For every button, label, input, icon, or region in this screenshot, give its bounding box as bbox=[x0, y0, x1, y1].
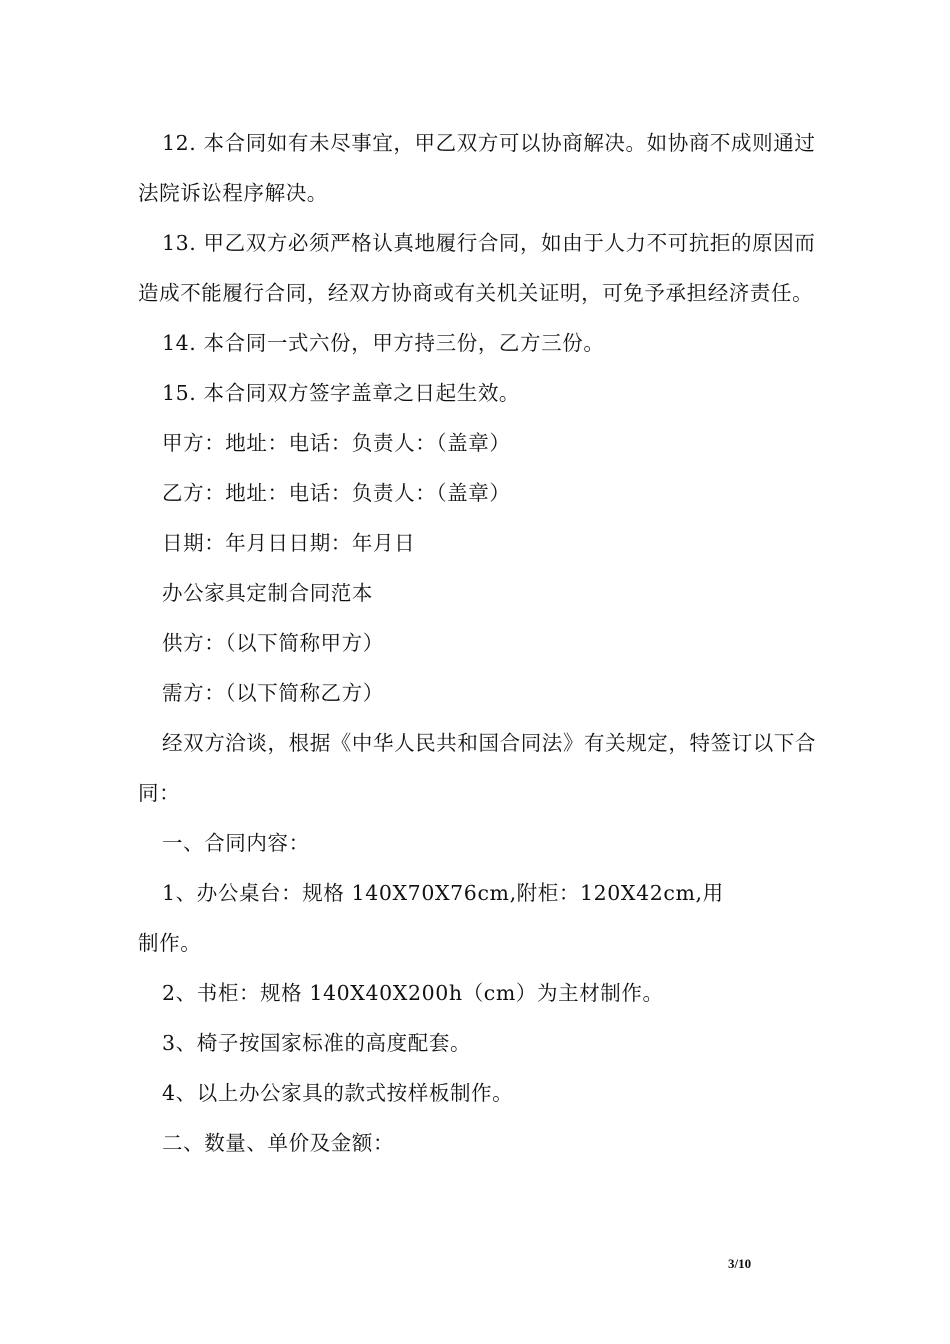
paragraph-clause-12: 12. 本合同如有未尽事宜，甲乙双方可以协商解决。如协商不成则通过法院诉讼程序解决。 bbox=[138, 131, 816, 205]
party-a-signature-line: 甲方：地址：电话：负责人：（盖章） bbox=[162, 431, 511, 455]
section-title: 办公家具定制合同范本 bbox=[162, 581, 373, 605]
page-number: 3/10 bbox=[728, 1256, 752, 1271]
buyer-line: 需方：（以下简称乙方） bbox=[162, 681, 384, 705]
item-3-chairs: 3、椅子按国家标准的高度配套。 bbox=[162, 1031, 472, 1055]
supplier-line: 供方：（以下简称甲方） bbox=[162, 631, 384, 655]
intro-paragraph: 经双方洽谈，根据《中华人民共和国合同法》有关规定，特签订以下合同： bbox=[138, 731, 817, 805]
item-4-style: 4、以上办公家具的款式按样板制作。 bbox=[162, 1081, 514, 1105]
document-body bbox=[138, 118, 818, 1168]
paragraph-clause-13: 13. 甲乙双方必须严格认真地履行合同，如由于人力不可抗拒的原因而造成不能履行合同，经双方协商或有关机关证明，可免予承担经济责任。 bbox=[138, 231, 816, 305]
item-1-continuation: 制作。 bbox=[138, 931, 202, 955]
heading-quantity-price: 二、数量、单价及金额： bbox=[162, 1131, 395, 1155]
date-line: 日期：年月日日期：年月日 bbox=[162, 531, 416, 555]
party-b-signature-line: 乙方：地址：电话：负责人：（盖章） bbox=[162, 481, 511, 505]
item-1-desk: 1、办公桌台：规格 140X70X76cm,附柜：120X42cm,用 bbox=[162, 881, 724, 905]
heading-contract-content: 一、合同内容： bbox=[162, 831, 310, 855]
item-2-bookcase: 2、书柜：规格 140X40X200h（cm）为主材制作。 bbox=[162, 981, 664, 1005]
paragraph-clause-14: 14. 本合同一式六份，甲方持三份，乙方三份。 bbox=[162, 331, 605, 355]
paragraph-clause-15: 15. 本合同双方签字盖章之日起生效。 bbox=[162, 381, 521, 405]
